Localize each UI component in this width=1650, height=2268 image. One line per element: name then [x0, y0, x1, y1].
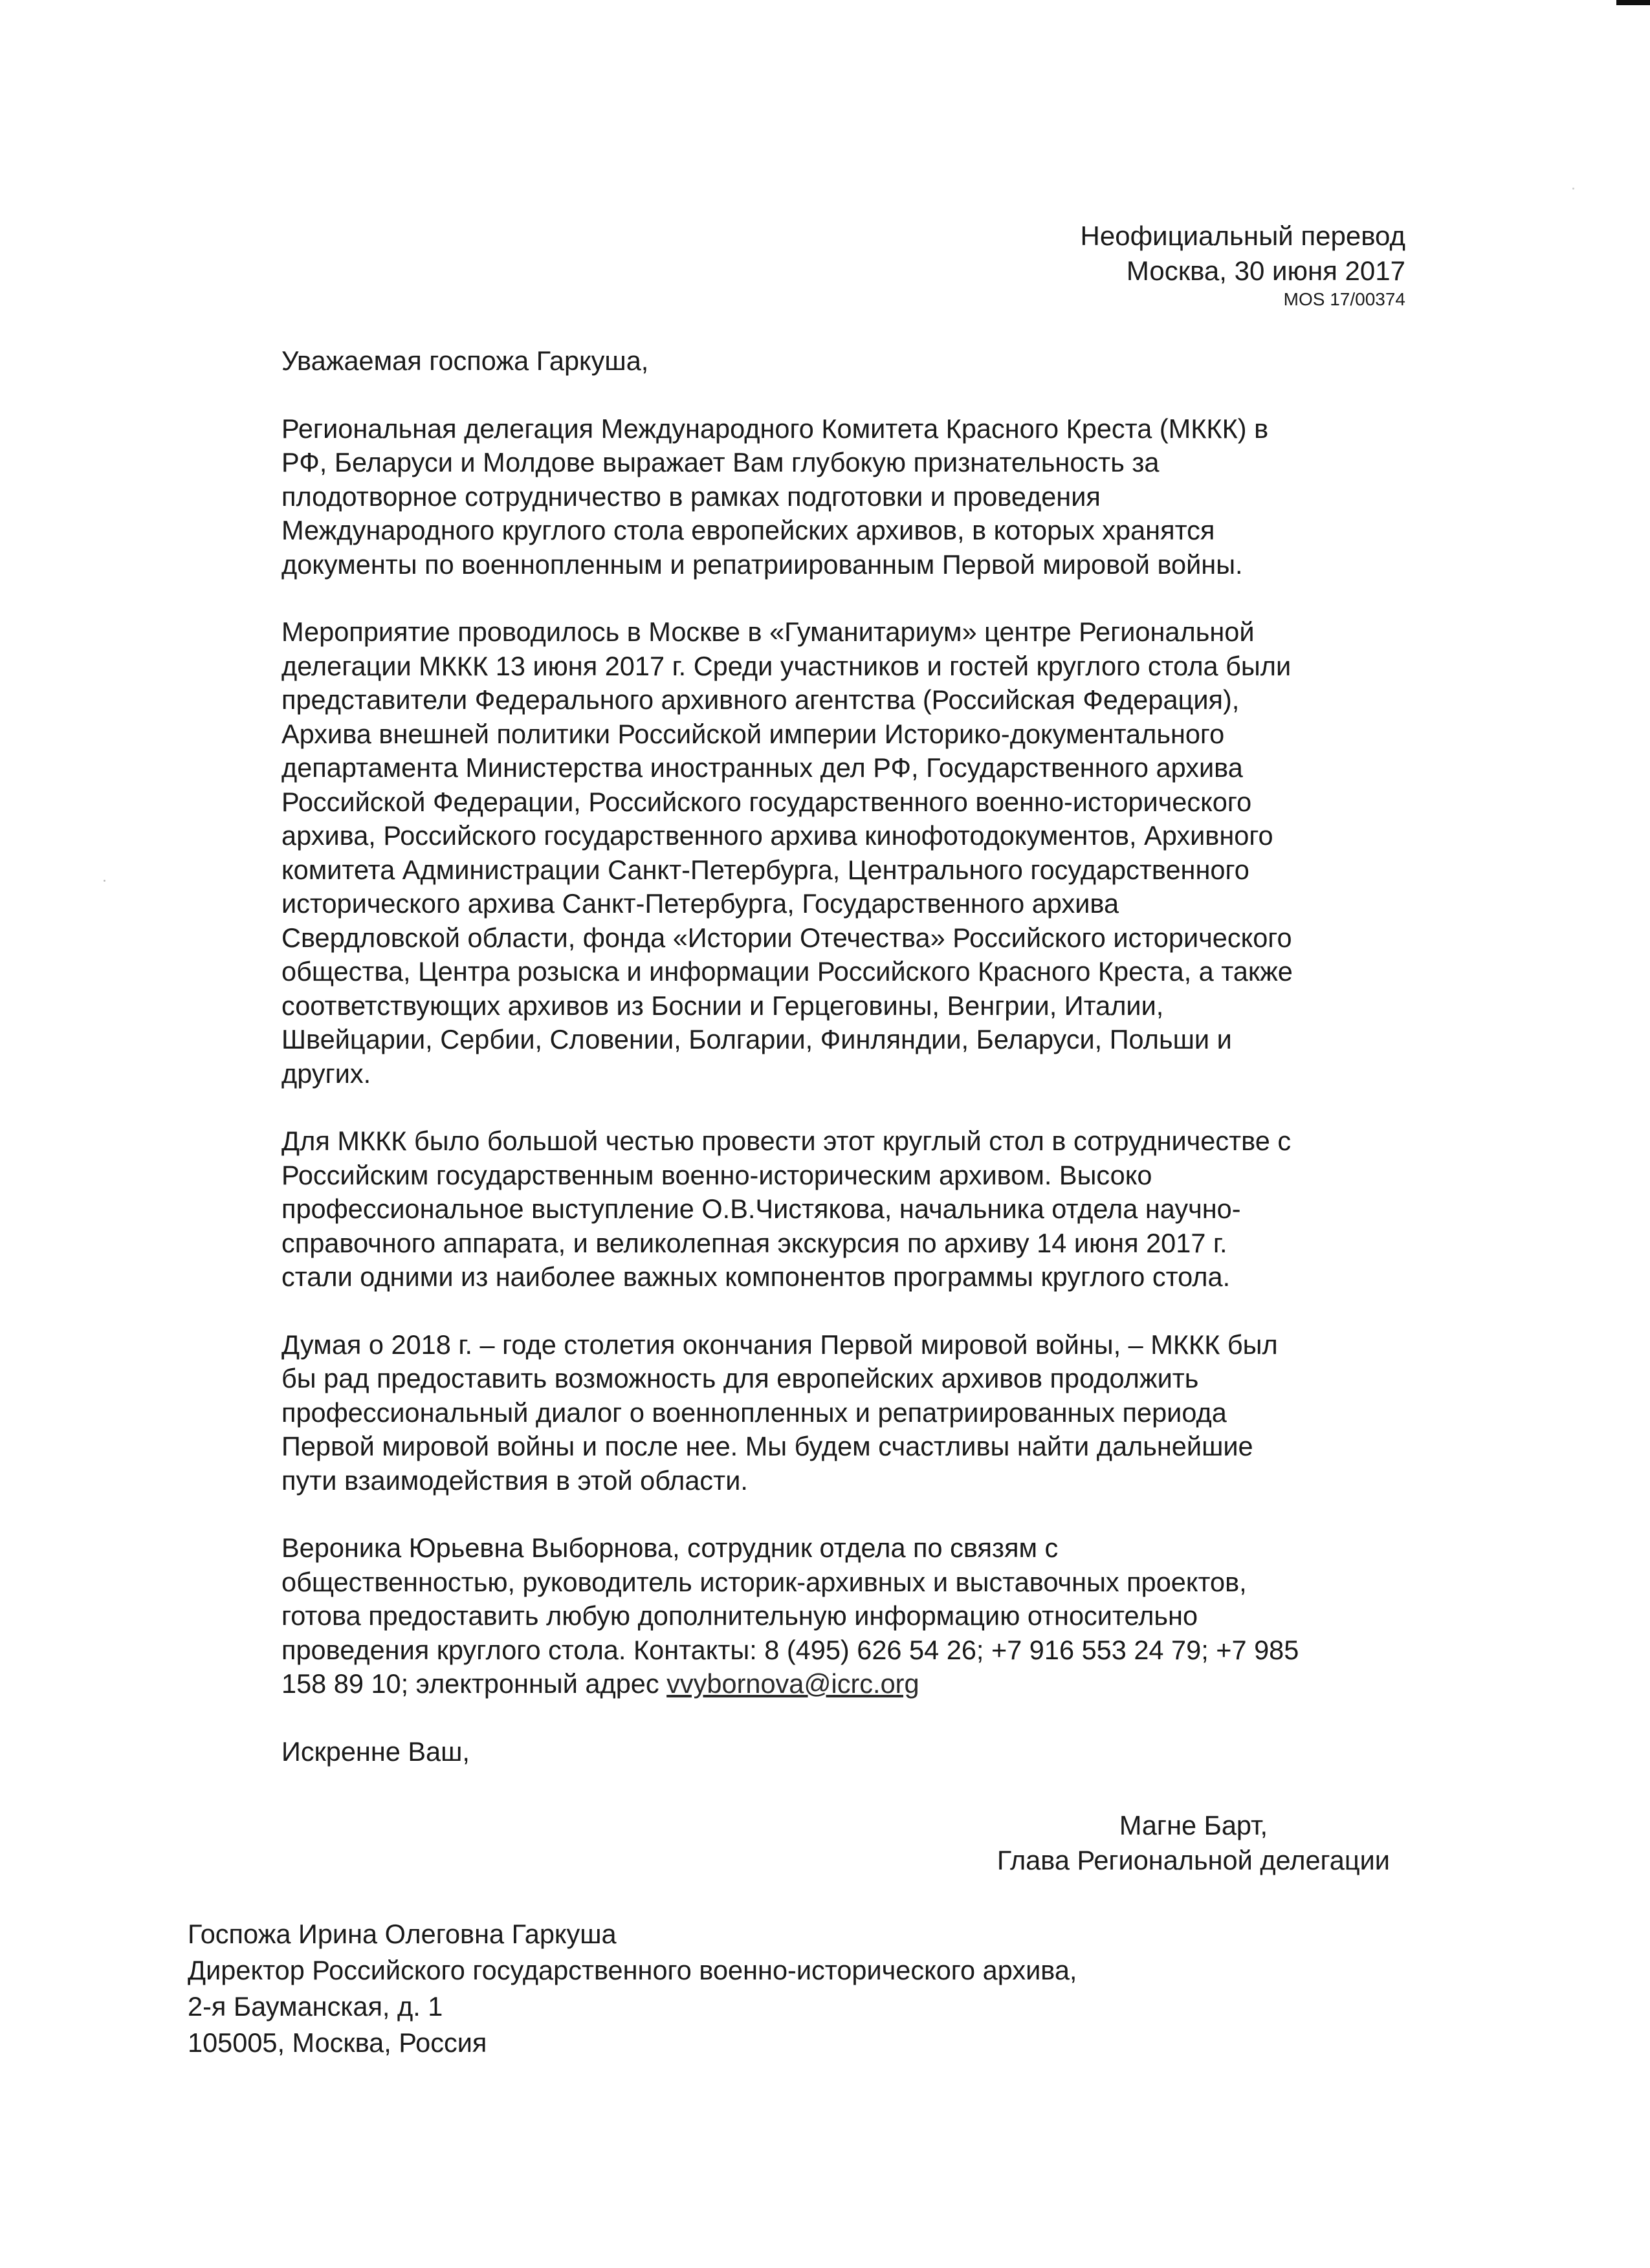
closing: Искренне Ваш,	[281, 1736, 470, 1767]
paragraph-gratitude: Региональная делегация Международного Комитета Красного Креста (МККК) в РФ, Беларуси и Молдове выражает Вам глубокую признательность за плодотворное сотрудничество в рамках подготовки и проведения Международного круглого стола европейских архивов, в которых хранятся документы по военнопленным и репатриированным Первой мировой войны.	[281, 413, 1269, 580]
signatory-title: Глава Региональной делегации	[996, 1845, 1390, 1875]
recipient-street: 2-я Бауманская, д. 1	[188, 1991, 443, 2022]
reference-number: MOS 17/00374	[1283, 289, 1405, 309]
scan-corner-mark	[1616, 0, 1650, 5]
email-link[interactable]: vvybornova@icrc.org	[666, 1668, 919, 1699]
scan-speck	[1572, 188, 1574, 190]
greeting: Уважаемая госпожа Гаркуша,	[281, 345, 649, 376]
signatory-name: Магне Барт,	[1119, 1810, 1268, 1840]
recipient-city: 105005, Москва, Россия	[188, 2027, 487, 2058]
recipient-position: Директор Российского государственного военно-исторического архива,	[188, 1955, 1077, 1985]
paragraph-future: Думая о 2018 г. – годе столетия окончания Первой мировой войны, – МККК был бы рад предоставить возможность для европейских архивов продолжить профессиональный диалог о военнопленных и репатриированных периода Первой мировой войны и после нее. Мы будем счастливы найти дальнейшие пути взаимодействия в этой области.	[281, 1329, 1278, 1496]
contact-text: Вероника Юрьевна Выборнова, сотрудник отдела по связям с общественностью, руководитель историк-архивных и выставочных проектов, готова предоставить любую дополнительную информацию относительно проведения круглого стола. Контакты: 8 (495) 626 54 26; +7 916 553 24 79; +7 985 158 89 10; электронный адрес	[281, 1532, 1299, 1699]
recipient-name: Госпожа Ирина Олеговна Гаркуша	[188, 1919, 617, 1949]
scan-speck	[104, 880, 105, 882]
place-date: Москва, 30 июня 2017	[1126, 256, 1405, 286]
translation-note: Неофициальный перевод	[1080, 221, 1405, 251]
letter-body	[281, 344, 1414, 1802]
signature-block	[997, 1808, 1390, 1878]
paragraph-event: Мероприятие проводилось в Москве в «Гуманитариум» центре Региональной делегации МККК 13 июня 2017 г. Среди участников и гостей круглого стола были представители Федерального архивного агентства (Российская Федерация), Архива внешней политики Российской империи Историко-документального департамента Министерства иностранных дел РФ, Государственного архива Российской Федерации, Российского государственного военно-исторического архива, Российского государственного архива кинофотодокументов, Архивного комитета Администрации Санкт-Петербурга, Центрального государственного исторического архива Санкт-Петербурга, Государственного архива Свердловской области, фонда «Истории Отечества» Российского исторического общества, Центра розыска и информации Российского Красного Креста, а также соответствующих архивов из Боснии и Герцеговины, Венгрии, Италии, Швейцарии, Сербии, Словении, Болгарии, Финляндии, Беларуси, Польши и других.	[281, 616, 1293, 1089]
recipient-address	[188, 1916, 1077, 2061]
paragraph-contact	[281, 1531, 1414, 1701]
paragraph-honor: Для МККК было большой честью провести этот круглый стол в сотрудничестве с Российским государственным военно-историческим архивом. Высоко профессиональное выступление О.В.Чистякова, начальника отдела научно- справочного аппарата, и великолепная экскурсия по архиву 14 июня 2017 г. стали одними из наиболее важных компонентов программы круглого стола.	[281, 1126, 1292, 1292]
letter-header	[1081, 219, 1405, 311]
